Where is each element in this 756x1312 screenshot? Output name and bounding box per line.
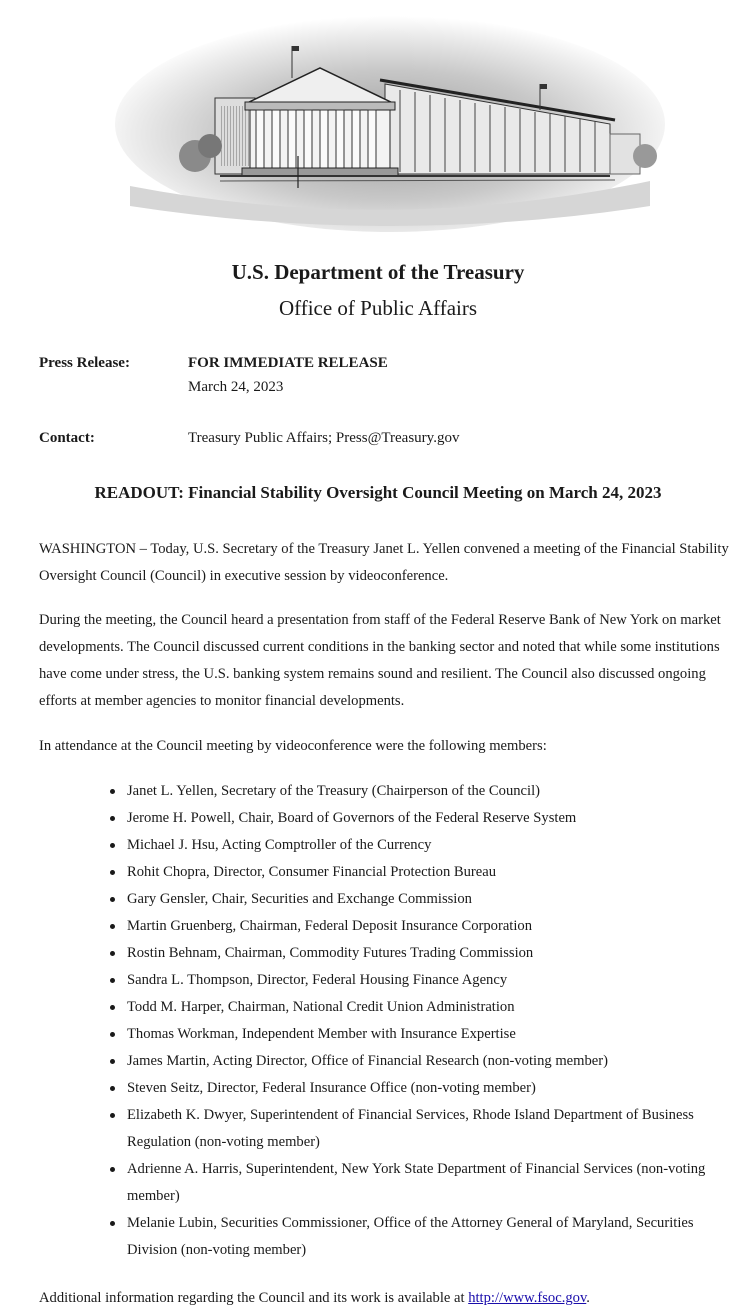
agency-name: U.S. Department of the Treasury [231, 260, 525, 284]
list-item: Gary Gensler, Chair, Securities and Exchange Commission [127, 886, 739, 913]
release-date: March 24, 2023 [188, 379, 284, 395]
list-item: Rostin Behnam, Chairman, Commodity Futures Trading Commission [127, 940, 739, 967]
list-item: Janet L. Yellen, Secretary of the Treasury (Chairperson of the Council) [127, 778, 739, 805]
contact-label: Contact: [39, 430, 95, 446]
list-item: Michael J. Hsu, Acting Comptroller of the Currency [127, 832, 739, 859]
footer-paragraph [39, 1285, 749, 1312]
footer-suffix: . [586, 1290, 590, 1306]
fsoc-link[interactable]: http://www.fsoc.gov [468, 1290, 587, 1306]
press-release-value: FOR IMMEDIATE RELEASE [188, 355, 388, 371]
agency-office: Office of Public Affairs [278, 296, 478, 320]
list-item: Todd M. Harper, Chairman, National Credit Union Administration [127, 994, 739, 1021]
press-release-label: Press Release: [39, 355, 130, 371]
list-item: Steven Seitz, Director, Federal Insurance Office (non-voting member) [127, 1075, 739, 1102]
list-item: Martin Gruenberg, Chairman, Federal Deposit Insurance Corporation [127, 913, 739, 940]
list-item: Rohit Chopra, Director, Consumer Financial Protection Bureau [127, 859, 739, 886]
paragraph-intro: WASHINGTON – Today, U.S. Secretary of the Treasury Janet L. Yellen convened a meeting of the Financial Stability Oversight Council (Council) in executive session by videoconference. [39, 541, 729, 584]
footer-text: Additional information regarding the Council and its work is available at [39, 1290, 469, 1306]
list-item: Melanie Lubin, Securities Commissioner, Office of the Attorney General of Maryland, Securities Division (non-voting member) [127, 1210, 739, 1264]
list-item: Jerome H. Powell, Chair, Board of Governors of the Federal Reserve System [127, 805, 739, 832]
list-item: Thomas Workman, Independent Member with Insurance Expertise [127, 1021, 739, 1048]
contact-value: Treasury Public Affairs; Press@Treasury.gov [188, 430, 460, 446]
paragraph-attendance: In attendance at the Council meeting by videoconference were the following members: [39, 738, 547, 754]
list-item: James Martin, Acting Director, Office of Financial Research (non-voting member) [127, 1048, 739, 1075]
list-item: Sandra L. Thompson, Director, Federal Housing Finance Agency [127, 967, 739, 994]
treasury-building-engraving-icon [110, 6, 670, 238]
list-item: Adrienne A. Harris, Superintendent, New York State Department of Financial Services (non-voting member) [127, 1156, 739, 1210]
paragraph-meeting: During the meeting, the Council heard a presentation from staff of the Federal Reserve Bank of New York on market developments. The Council discussed current conditions in the banking sector and noted that while some institutions have come under stress, the U.S. banking system remains sound and resilient. The Council also discussed ongoing efforts at member agencies to monitor financial developments. [39, 612, 721, 709]
headline: READOUT: Financial Stability Oversight Council Meeting on March 24, 2023 [94, 483, 662, 502]
list-item: Elizabeth K. Dwyer, Superintendent of Financial Services, Rhode Island Department of Business Regulation (non-voting member) [127, 1102, 739, 1156]
member-list [127, 778, 739, 1264]
